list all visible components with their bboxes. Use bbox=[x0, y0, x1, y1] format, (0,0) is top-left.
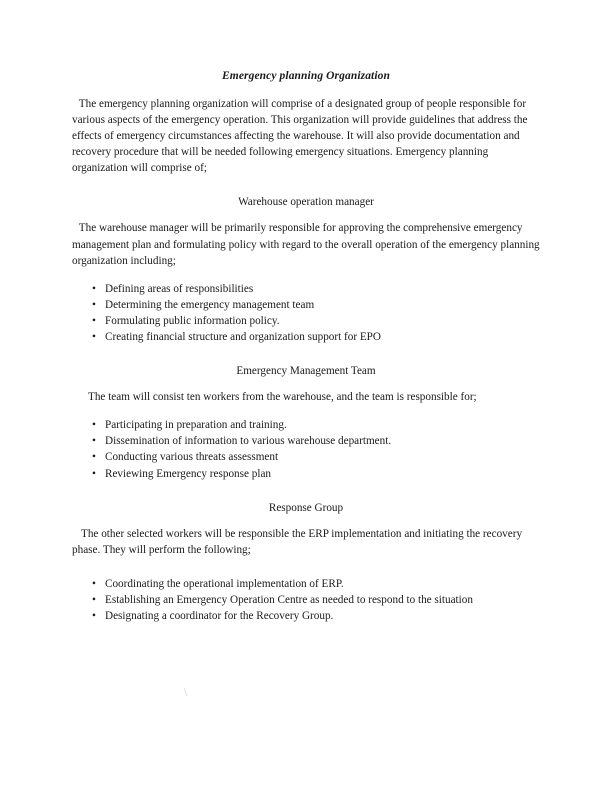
section-paragraph-warehouse-operation-manager: The warehouse manager will be primarily responsible for approving the comprehensive emergency management plan and formulating policy with regard to the overall operation of the emergency planning organization including; bbox=[72, 222, 543, 267]
list-item bbox=[72, 313, 540, 329]
bullet-list-emergency-management-team bbox=[72, 417, 540, 481]
list-item bbox=[72, 281, 540, 297]
bullet-icon: • bbox=[92, 331, 96, 344]
section-heading-response-group: Response Group bbox=[268, 501, 344, 514]
intro-paragraph: The emergency planning organization will comprise of a designated group of people responsible for various aspects of the emergency operation. This organization will provide guidelines that address the effects of emergency circumstances affecting the warehouse. It will also provide documentation and recovery procedure that will be needed following emergency situations. Emergency planning organization will comprise of; bbox=[72, 98, 531, 175]
list-item bbox=[72, 608, 540, 624]
list-item bbox=[72, 433, 540, 449]
bullet-icon: • bbox=[92, 435, 96, 448]
list-item bbox=[72, 592, 540, 608]
list-item bbox=[72, 466, 540, 482]
list-item-label: Dissemination of information to various warehouse department. bbox=[105, 435, 392, 448]
bullet-icon: • bbox=[92, 593, 96, 606]
bullet-icon: • bbox=[92, 451, 96, 464]
bullet-icon: • bbox=[92, 298, 96, 311]
list-item-label: Participating in preparation and training. bbox=[105, 419, 287, 432]
bullet-icon: • bbox=[92, 609, 96, 622]
list-item-label: Formulating public information policy. bbox=[105, 314, 280, 327]
bullet-icon: • bbox=[92, 282, 96, 295]
section-paragraph-response-group: The other selected workers will be responsible the ERP implementation and initiating the recovery phase. They will perform the following; bbox=[72, 527, 525, 556]
list-item-label: Coordinating the operational implementation of ERP. bbox=[105, 577, 344, 590]
list-item-label: Reviewing Emergency response plan bbox=[105, 467, 272, 480]
list-item-label: Creating financial structure and organization support for EPO bbox=[105, 331, 381, 344]
list-item bbox=[72, 576, 540, 592]
section-heading-warehouse-operation-manager: Warehouse operation manager bbox=[238, 196, 374, 209]
page-title: Emergency planning Organization bbox=[222, 70, 390, 82]
list-item bbox=[72, 449, 540, 465]
section-paragraph-emergency-management-team: The team will consist ten workers from the warehouse, and the team is responsible for; bbox=[88, 391, 477, 404]
bullet-icon: • bbox=[92, 419, 96, 432]
list-item-label: Designating a coordinator for the Recovery Group. bbox=[105, 609, 334, 622]
bullet-icon: • bbox=[92, 577, 96, 590]
list-item bbox=[72, 297, 540, 313]
list-item bbox=[72, 329, 540, 345]
bullet-list-warehouse-operation-manager bbox=[72, 281, 540, 345]
section-heading-emergency-management-team: Emergency Management Team bbox=[236, 365, 376, 378]
list-item bbox=[72, 417, 540, 433]
document-body bbox=[72, 68, 543, 636]
list-item-label: Determining the emergency management team bbox=[105, 298, 315, 311]
list-item-label: Conducting various threats assessment bbox=[105, 451, 279, 464]
bullet-icon: • bbox=[92, 467, 96, 480]
list-item-label: Establishing an Emergency Operation Centre as needed to respond to the situation bbox=[105, 593, 473, 606]
bullet-list-response-group bbox=[72, 576, 540, 624]
trailing-backslash-mark: \ bbox=[184, 687, 188, 699]
bullet-icon: • bbox=[92, 314, 96, 327]
list-item-label: Defining areas of responsibilities bbox=[105, 282, 254, 295]
